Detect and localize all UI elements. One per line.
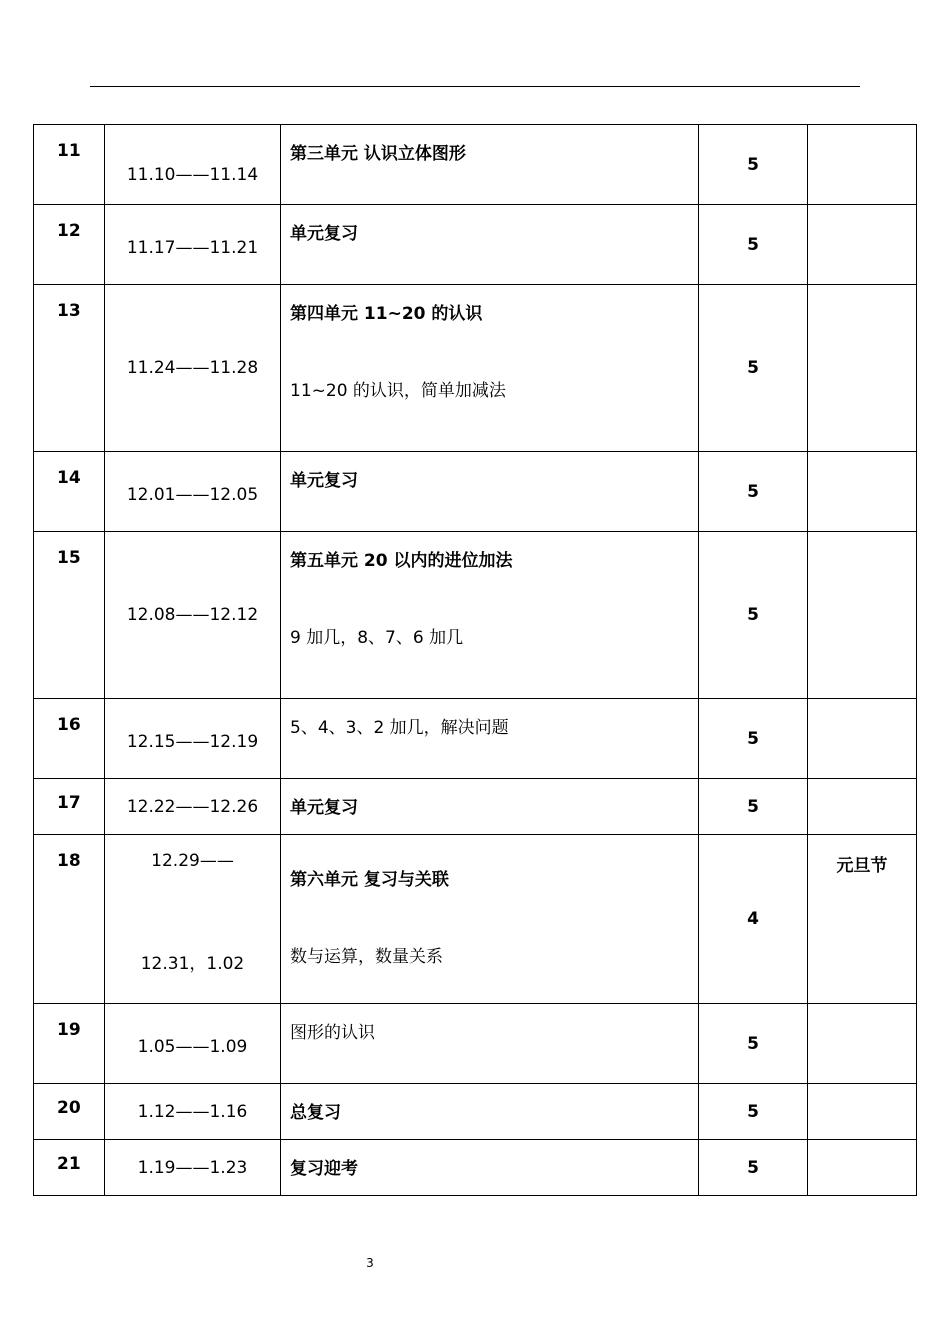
content-cell bbox=[281, 835, 699, 1004]
week-number: 13 bbox=[34, 285, 105, 452]
week-number: 18 bbox=[34, 835, 105, 1004]
week-number: 11 bbox=[34, 125, 105, 205]
content-cell bbox=[281, 285, 699, 452]
teaching-schedule-table bbox=[33, 124, 917, 1196]
table-row bbox=[34, 532, 917, 699]
hours: 5 bbox=[699, 1140, 808, 1196]
table-row bbox=[34, 1140, 917, 1196]
unit-title: 总复习 bbox=[290, 1103, 341, 1123]
unit-detail: 图形的认识 bbox=[290, 1023, 375, 1043]
date-range: 12.22——12.26 bbox=[105, 779, 281, 835]
week-number: 17 bbox=[34, 779, 105, 835]
content-cell bbox=[281, 779, 699, 835]
note bbox=[808, 532, 917, 699]
date-range: 1.05——1.09 bbox=[105, 1004, 281, 1084]
unit-title: 第六单元 复习与关联 bbox=[290, 870, 449, 890]
date-range: 11.17——11.21 bbox=[105, 205, 281, 285]
date-range: 12.08——12.12 bbox=[105, 532, 281, 699]
hours: 5 bbox=[699, 532, 808, 699]
content-cell bbox=[281, 532, 699, 699]
page-number: 3 bbox=[366, 1256, 374, 1270]
unit-detail: 9 加几，8、7、6 加几 bbox=[290, 628, 464, 648]
note bbox=[808, 779, 917, 835]
unit-title: 第三单元 认识立体图形 bbox=[290, 144, 466, 164]
table-row bbox=[34, 1084, 917, 1140]
date-range: 12.01——12.05 bbox=[105, 452, 281, 532]
note bbox=[808, 285, 917, 452]
date-range: 1.12——1.16 bbox=[105, 1084, 281, 1140]
note bbox=[808, 205, 917, 285]
unit-title: 复习迎考 bbox=[290, 1159, 358, 1179]
week-number: 20 bbox=[34, 1084, 105, 1140]
date-range: 1.19——1.23 bbox=[105, 1140, 281, 1196]
content-cell bbox=[281, 205, 699, 285]
date-range bbox=[105, 835, 281, 1004]
week-number: 15 bbox=[34, 532, 105, 699]
table-row bbox=[34, 125, 917, 205]
unit-title: 第四单元 11~20 的认识 bbox=[290, 304, 483, 324]
unit-title: 单元复习 bbox=[290, 224, 358, 244]
week-number: 19 bbox=[34, 1004, 105, 1084]
table-row bbox=[34, 779, 917, 835]
table-row bbox=[34, 835, 917, 1004]
table-row bbox=[34, 699, 917, 779]
note: 元旦节 bbox=[808, 835, 917, 1004]
week-number: 14 bbox=[34, 452, 105, 532]
hours: 5 bbox=[699, 205, 808, 285]
table-row bbox=[34, 452, 917, 532]
hours: 4 bbox=[699, 835, 808, 1004]
week-number: 16 bbox=[34, 699, 105, 779]
hours: 5 bbox=[699, 125, 808, 205]
date-end: 12.31，1.02 bbox=[140, 954, 245, 974]
note bbox=[808, 1004, 917, 1084]
unit-detail: 5、4、3、2 加几，解决问题 bbox=[290, 718, 509, 738]
content-cell bbox=[281, 125, 699, 205]
unit-detail: 数与运算，数量关系 bbox=[290, 947, 443, 967]
content-cell bbox=[281, 452, 699, 532]
hours: 5 bbox=[699, 1084, 808, 1140]
content-cell bbox=[281, 1004, 699, 1084]
note bbox=[808, 452, 917, 532]
note bbox=[808, 125, 917, 205]
date-range: 11.24——11.28 bbox=[105, 285, 281, 452]
hours: 5 bbox=[699, 452, 808, 532]
unit-title: 单元复习 bbox=[290, 471, 358, 491]
unit-title: 单元复习 bbox=[290, 798, 358, 818]
unit-detail: 11~20 的认识，简单加减法 bbox=[290, 381, 506, 401]
hours: 5 bbox=[699, 285, 808, 452]
week-number: 12 bbox=[34, 205, 105, 285]
table-row bbox=[34, 205, 917, 285]
header-rule bbox=[90, 86, 860, 87]
table-row bbox=[34, 1004, 917, 1084]
content-cell bbox=[281, 1084, 699, 1140]
date-range: 12.15——12.19 bbox=[105, 699, 281, 779]
hours: 5 bbox=[699, 779, 808, 835]
week-number: 21 bbox=[34, 1140, 105, 1196]
unit-title: 第五单元 20 以内的进位加法 bbox=[290, 551, 513, 571]
note bbox=[808, 1140, 917, 1196]
content-cell bbox=[281, 1140, 699, 1196]
note bbox=[808, 1084, 917, 1140]
table-row bbox=[34, 285, 917, 452]
note bbox=[808, 699, 917, 779]
hours: 5 bbox=[699, 699, 808, 779]
date-range: 11.10——11.14 bbox=[105, 125, 281, 205]
date-start: 12.29—— bbox=[151, 851, 234, 871]
hours: 5 bbox=[699, 1004, 808, 1084]
content-cell bbox=[281, 699, 699, 779]
